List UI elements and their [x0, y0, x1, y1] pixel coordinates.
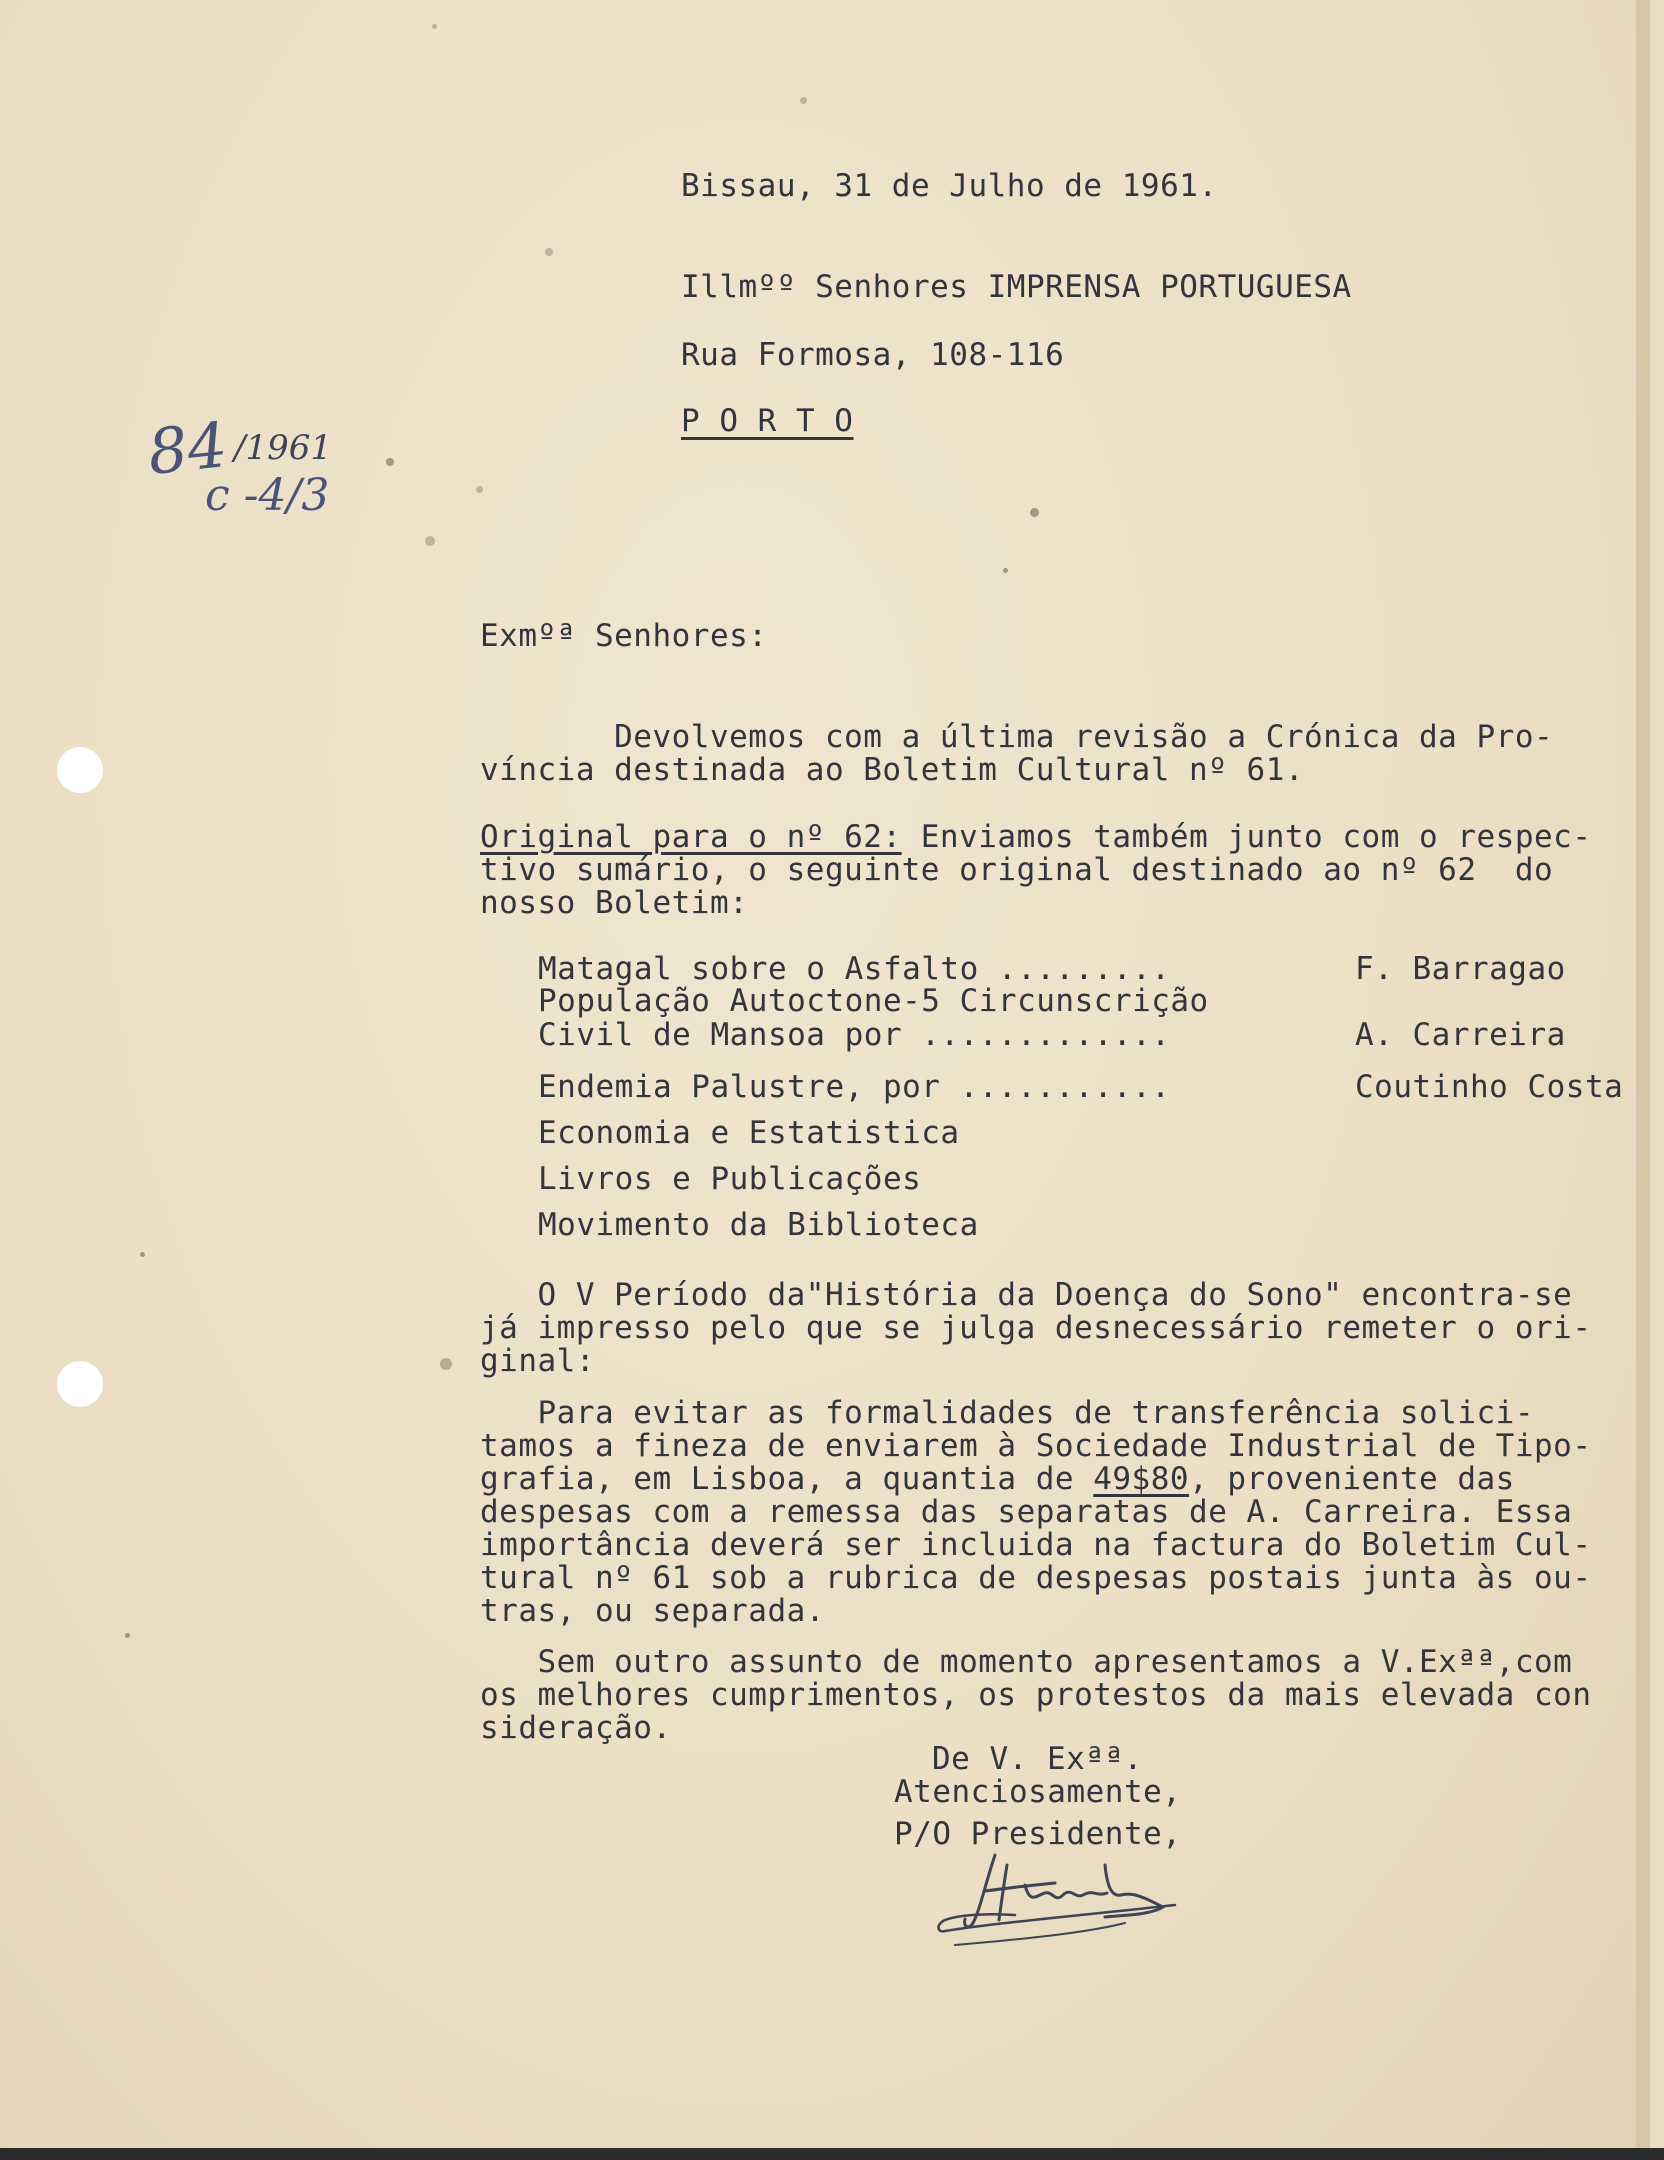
paragraph-4-line: tamos a fineza de enviarem à Sociedade Industrial de Tipo-: [480, 1428, 1592, 1464]
closing-line: Atenciosamente,: [894, 1774, 1182, 1810]
toc-title: Livros e Publicações: [538, 1161, 922, 1197]
paper-speck: [140, 1252, 145, 1257]
paragraph-4-text: grafia, em Lisboa, a quantia de: [480, 1461, 1094, 1497]
paragraph-4-line: [480, 1463, 1515, 1496]
original-62-label: Original para o nº 62:: [480, 819, 902, 855]
scan-bottom-edge: [0, 2148, 1664, 2160]
paper-speck: [545, 248, 553, 256]
toc-title: População Autoctone-5 Circunscrição: [538, 983, 1209, 1019]
toc-title: Economia e Estatistica: [538, 1115, 960, 1151]
closing-line: De V. Exªª.: [932, 1741, 1143, 1777]
punch-hole-bottom: [57, 1361, 103, 1407]
paragraph-4-line: despesas com a remessa das separatas de A. Carreira. Essa: [480, 1494, 1573, 1530]
paper-edge: [1636, 0, 1650, 2160]
signature-scribble: [925, 1835, 1225, 1955]
toc-title: Movimento da Biblioteca: [538, 1207, 979, 1243]
toc-title: Matagal sobre o Asfalto .........: [538, 951, 1171, 987]
paragraph-2-text: Enviamos também junto com o respec-: [901, 819, 1592, 855]
toc-author: Coutinho Costa: [1355, 1069, 1624, 1105]
paragraph-2-line: nosso Boletim:: [480, 885, 749, 921]
paper-speck: [440, 1358, 452, 1370]
paragraph-5-line: sideração.: [480, 1710, 672, 1746]
street-line: Rua Formosa, 108-116: [681, 337, 1065, 373]
margin-note-ref: c -4/3: [205, 470, 330, 521]
margin-note-year: /1961: [234, 428, 332, 468]
paragraph-1-line: Devolvemos com a última revisão a Crónica da Pro-: [480, 719, 1554, 755]
paper-speck: [1030, 508, 1039, 517]
paper-speck: [476, 486, 483, 493]
paper-speck: [800, 97, 807, 104]
margin-note-number: 84: [144, 408, 231, 489]
paragraph-3-line: O V Período da"História da Doença do Sono" encontra-se: [480, 1277, 1573, 1313]
salutation: Exmºª Senhores:: [480, 618, 768, 654]
paragraph-4-line: importância deverá ser incluida na factura do Boletim Cul-: [480, 1527, 1592, 1563]
paragraph-3-line: já impresso pelo que se julga desnecessário remeter o ori-: [480, 1310, 1592, 1346]
closing-line: P/O Presidente,: [894, 1816, 1182, 1852]
paragraph-3-line: ginal:: [480, 1343, 595, 1379]
toc-title: Endemia Palustre, por ...........: [538, 1069, 1171, 1105]
paragraph-2-line: tivo sumário, o seguinte original destinado ao nº 62 do: [480, 852, 1554, 888]
paragraph-5-line: os melhores cumprimentos, os protestos da mais elevada con: [480, 1677, 1592, 1713]
paragraph-4-text: , proveniente das: [1189, 1461, 1515, 1497]
paragraph-5-line: Sem outro assunto de momento apresentamos a V.Exªª,com: [480, 1644, 1573, 1680]
paragraph-2-line: [480, 821, 1592, 854]
city-line: P O R T O: [681, 403, 854, 439]
paragraph-4-line: tras, ou separada.: [480, 1593, 825, 1629]
toc-title: Civil de Mansoa por .............: [538, 1017, 1171, 1053]
letter-date: Bissau, 31 de Julho de 1961.: [681, 168, 1218, 204]
toc-author: A. Carreira: [1355, 1017, 1566, 1053]
paragraph-4-line: Para evitar as formalidades de transferência solici-: [480, 1395, 1534, 1431]
paper-speck: [386, 458, 394, 466]
paper-speck: [425, 536, 435, 546]
paper-speck: [125, 1633, 130, 1638]
paragraph-4-line: tural nº 61 sob a rubrica de despesas postais junta às ou-: [480, 1560, 1592, 1596]
paper-speck: [1003, 568, 1008, 573]
addressee-line: Illmºº Senhores IMPRENSA PORTUGUESA: [681, 269, 1352, 305]
punch-hole-top: [57, 747, 103, 793]
paragraph-1-line: víncia destinada ao Boletim Cultural nº 61.: [480, 752, 1305, 788]
toc-author: F. Barragao: [1355, 951, 1566, 987]
amount-value: 49$80: [1093, 1461, 1190, 1497]
paper-speck: [432, 24, 437, 29]
